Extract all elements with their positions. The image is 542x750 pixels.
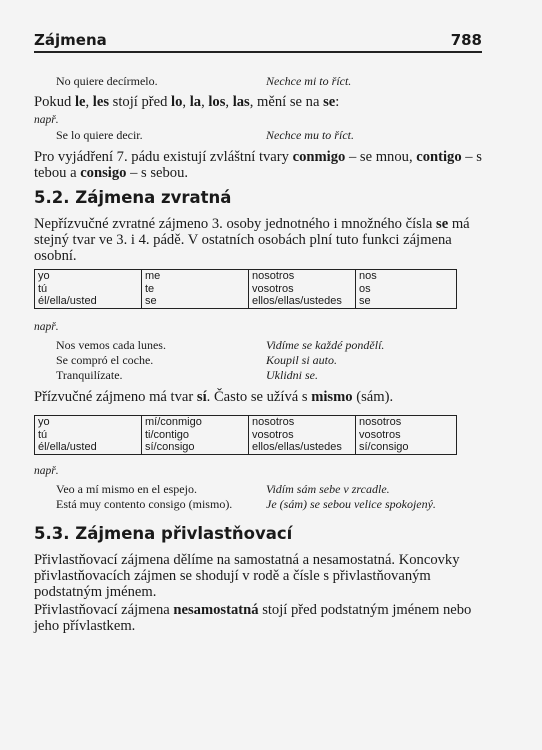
table-cell: me te se — [142, 270, 249, 309]
reflexive-pronoun-table — [34, 269, 457, 309]
example-czech: Nechce mi to říct. — [266, 74, 352, 88]
example-czech: Je (sám) se sebou velice spokojený. — [266, 497, 436, 511]
table-cell: nos os se — [356, 270, 457, 309]
example-spanish: Veo a mí mismo en el espejo. — [56, 482, 197, 496]
paragraph: Pro vyjádření 7. pádu existují zvláštní tvary conmigo – se mnou, contigo – s tebou a consigo – s sebou. — [34, 149, 482, 181]
example-czech: Vidím sám sebe v zrcadle. — [266, 482, 390, 496]
example-czech: Koupil si auto. — [266, 353, 338, 367]
running-header — [34, 29, 482, 53]
paragraph: Přivlastňovací zájmena dělíme na samostatná a nesamostatná. Koncovky přivlastňovacích zájmen se shodují v rodě a čísle s přivlastňovaným podstatným jménem. — [34, 552, 460, 600]
table-cell: yo tú él/ella/usted — [38, 416, 97, 453]
example-spanish: Está muy contento consigo (mismo). — [56, 497, 233, 511]
example-czech: Nechce mu to říct. — [266, 128, 354, 142]
stressed-pronoun-table — [34, 415, 457, 455]
example-label: např. — [34, 114, 59, 126]
page-number: 788 — [450, 31, 482, 49]
example-spanish: Se lo quiere decir. — [56, 128, 143, 142]
chapter-title: Zájmena — [34, 31, 107, 49]
table-cell: nosotros vosotros sí/consigo — [356, 416, 457, 455]
paragraph: Přivlastňovací zájmena nesamostatná stojí před podstatným jménem nebo jeho přívlastkem. — [34, 602, 472, 634]
section-heading: 5.3. Zájmena přivlastňovací — [34, 524, 293, 543]
paragraph: Pokud le, les stojí před lo, la, los, las, mění se na se: — [34, 94, 340, 110]
example-label: např. — [34, 465, 59, 477]
example-czech: Vidíme se každé pondělí. — [266, 338, 385, 352]
table-cell: nosotros vosotros ellos/ellas/ustedes — [249, 416, 356, 455]
section-heading: 5.2. Zájmena zvratná — [34, 188, 232, 207]
example-czech: Uklidni se. — [266, 368, 318, 382]
paragraph: Nepřízvučné zvratné zájmeno 3. osoby jednotného i množného čísla se má stejný tvar ve 3. i 4. pádě. V ostatních osobách plní tuto funkci zájmena osobní. — [34, 216, 470, 264]
table-cell: nosotros vosotros ellos/ellas/ustedes — [249, 270, 356, 309]
example-spanish: No quiere decírmelo. — [56, 74, 158, 88]
paragraph: Přízvučné zájmeno má tvar sí. Často se užívá s mismo (sám). — [34, 389, 394, 405]
table-cell: yo tú él/ella/usted — [38, 270, 97, 307]
example-spanish: Nos vemos cada lunes. — [56, 338, 166, 352]
example-spanish: Tranquilízate. — [56, 368, 123, 382]
table-cell: mí/conmigo ti/contigo sí/consigo — [142, 416, 249, 455]
example-label: např. — [34, 321, 59, 333]
example-spanish: Se compró el coche. — [56, 353, 154, 367]
